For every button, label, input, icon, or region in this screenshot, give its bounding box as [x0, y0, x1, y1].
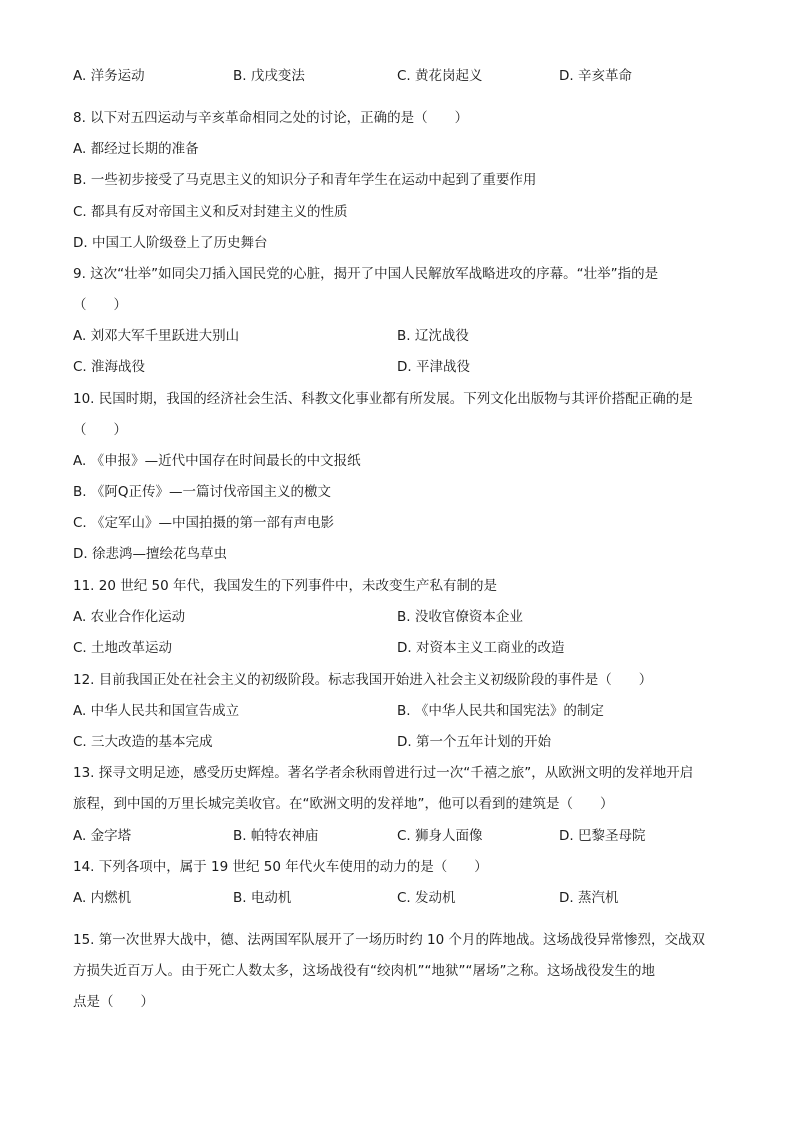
q15-stem-line1: 15. 第一次世界大战中，德、法两国军队展开了一场历时约 10 个月的阵地战。这场战役异常惨烈，交战双 [73, 932, 706, 948]
q9-option-d: D. 平津战役 [397, 359, 470, 375]
q10-option-c: C. 《定军山》—中国拍摄的第一部有声电影 [73, 515, 335, 531]
q13-stem-line1: 13. 探寻文明足迹，感受历史辉煌。著名学者余秋雨曾进行过一次“千禧之旅”，从欧洲文明的发祥地开启 [73, 765, 694, 781]
q10-option-a: A. 《申报》—近代中国存在时间最长的中文报纸 [73, 453, 361, 469]
q7-option-d: D. 辛亥革命 [559, 68, 632, 84]
q10-option-d: D. 徐悲鸿—擅绘花鸟草虫 [73, 546, 227, 562]
q8-stem: 8. 以下对五四运动与辛亥革命相同之处的讨论，正确的是（ ） [73, 110, 469, 126]
q9-option-b: B. 辽沈战役 [397, 328, 469, 344]
q11-option-c: C. 土地改革运动 [73, 640, 173, 656]
q8-option-b: B. 一些初步接受了马克思主义的知识分子和青年学生在运动中起到了重要作用 [73, 172, 537, 188]
q9-option-c: C. 淮海战役 [73, 359, 146, 375]
q13-option-a: A. 金字塔 [73, 828, 132, 844]
q13-option-d: D. 巴黎圣母院 [559, 828, 646, 844]
q12-stem: 12. 目前我国正处在社会主义的初级阶段。标志我国开始进入社会主义初级阶段的事件是（ ） [73, 672, 653, 688]
q9-stem-line1: 9. 这次“壮举”如同尖刀插入国民党的心脏，揭开了中国人民解放军战略进攻的序幕。“壮举”指的是 [73, 266, 659, 282]
q12-option-c: C. 三大改造的基本完成 [73, 734, 213, 750]
q7-option-c: C. 黄花岗起义 [397, 68, 483, 84]
q15-stem-line2: 方损失近百万人。由于死亡人数太多，这场战役有“绞肉机”“地狱”“屠场”之称。这场战役发生的地 [73, 963, 655, 979]
q9-option-a: A. 刘邓大军千里跃进大别山 [73, 328, 240, 344]
q13-option-b: B. 帕特农神庙 [233, 828, 319, 844]
q14-option-c: C. 发动机 [397, 890, 456, 906]
q14-option-b: B. 电动机 [233, 890, 292, 906]
q12-option-b: B. 《中华人民共和国宪法》的制定 [397, 703, 604, 719]
q12-option-d: D. 第一个五年计划的开始 [397, 734, 551, 750]
q13-stem-line2: 旅程，到中国的万里长城完美收官。在“欧洲文明的发祥地”，他可以看到的建筑是（ ） [73, 796, 614, 812]
q9-stem-line2: （ ） [73, 297, 127, 313]
q11-option-d: D. 对资本主义工商业的改造 [397, 640, 565, 656]
q10-stem-line1: 10. 民国时期，我国的经济社会生活、科教文化事业都有所发展。下列文化出版物与其评价搭配正确的是 [73, 391, 693, 407]
q10-option-b: B. 《阿Q正传》—一篇讨伐帝国主义的檄文 [73, 484, 331, 500]
q14-stem: 14. 下列各项中，属于 19 世纪 50 年代火车使用的动力的是（ ） [73, 859, 488, 875]
q11-option-b: B. 没收官僚资本企业 [397, 609, 523, 625]
q7-option-a: A. 洋务运动 [73, 68, 145, 84]
q10-stem-line2: （ ） [73, 422, 127, 438]
q8-option-d: D. 中国工人阶级登上了历史舞台 [73, 235, 268, 251]
q14-option-d: D. 蒸汽机 [559, 890, 619, 906]
q12-option-a: A. 中华人民共和国宣告成立 [73, 703, 240, 719]
q11-stem: 11. 20 世纪 50 年代，我国发生的下列事件中，未改变生产私有制的是 [73, 578, 497, 594]
q8-option-c: C. 都具有反对帝国主义和反对封建主义的性质 [73, 204, 348, 220]
q15-stem-line3: 点是（ ） [73, 994, 154, 1010]
q13-option-c: C. 狮身人面像 [397, 828, 483, 844]
q8-option-a: A. 都经过长期的准备 [73, 141, 199, 157]
q7-option-b: B. 戊戌变法 [233, 68, 305, 84]
q11-option-a: A. 农业合作化运动 [73, 609, 186, 625]
q14-option-a: A. 内燃机 [73, 890, 132, 906]
